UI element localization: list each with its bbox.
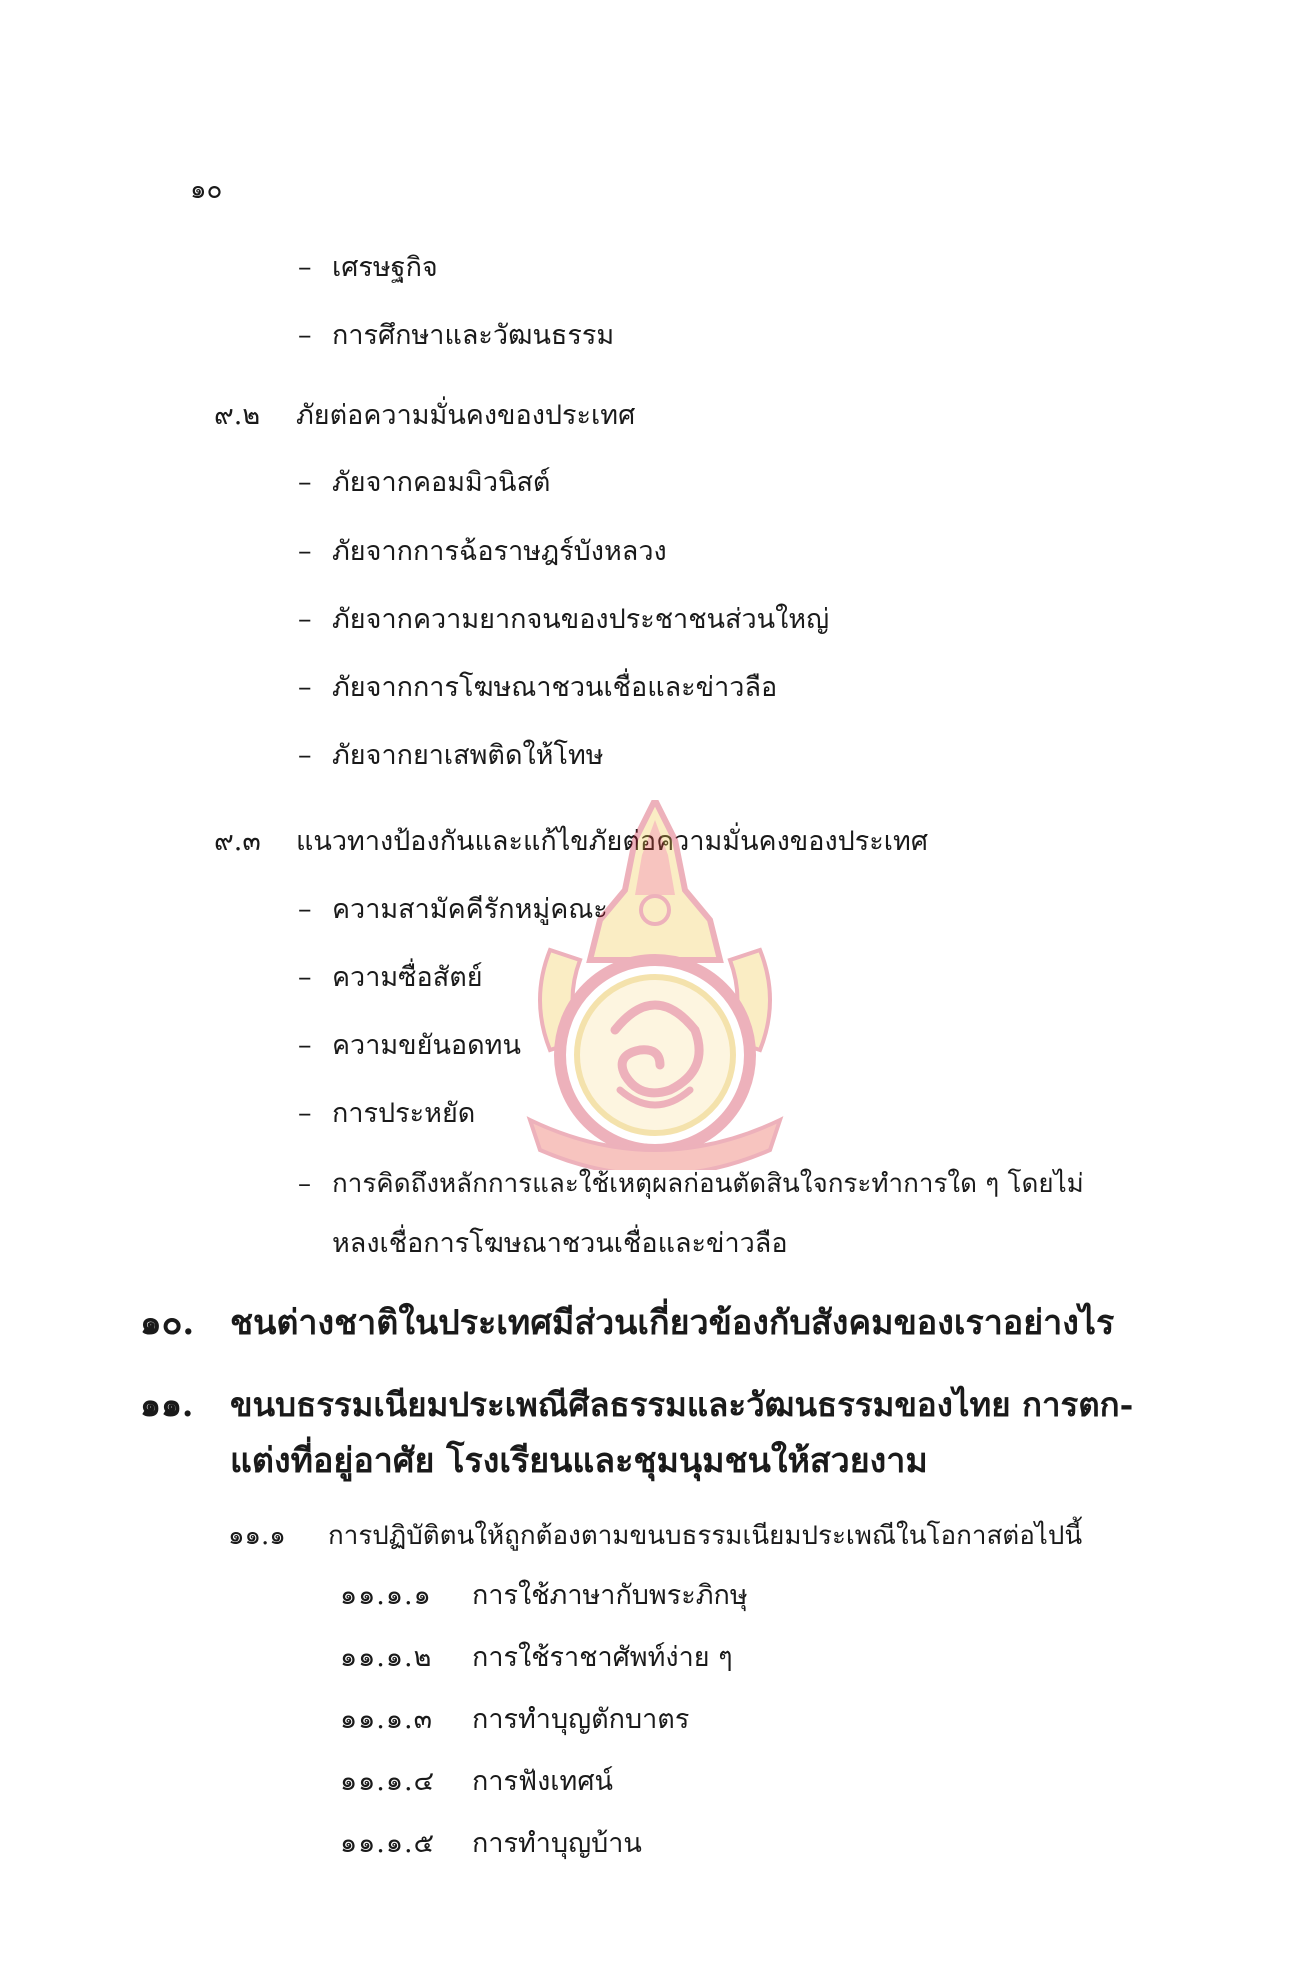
subsection-title: ภัยต่อความมั่นคงของประเทศ <box>296 400 636 431</box>
numbered-item <box>340 1578 748 1614</box>
section-title: ขนบธรรมเนียมประเพณีศีลธรรมและวัฒนธรรมของไทย การตก- <box>230 1385 1134 1424</box>
list-item-text: ความขยันอดทน <box>332 1030 521 1061</box>
section-heading <box>140 1382 1133 1428</box>
list-item-text: ความซื่อสัตย์ <box>332 962 483 993</box>
section-title: ชนต่างชาติในประเทศมีส่วนเกี่ยวข้องกับสังคมของเราอย่างไร <box>230 1303 1115 1343</box>
numbered-item <box>340 1702 689 1738</box>
bullet-dash: – <box>298 740 312 771</box>
list-item-text: การคิดถึงหลักการและใช้เหตุผลก่อนตัดสินใจกระทำการใด ๆ โดยไม่ <box>332 1169 1084 1199</box>
list-item-text: การศึกษาและวัฒนธรรม <box>332 320 615 351</box>
bullet-dash: – <box>298 536 312 567</box>
subsection-heading <box>214 398 635 434</box>
subsection-title: การปฏิบัติตนให้ถูกต้องตามขนบธรรมเนียมประเพณีในโอกาสต่อไปนี้ <box>328 1521 1083 1551</box>
item-number: ๑๑.๑.๔ <box>340 1766 436 1797</box>
item-number: ๑๑.๑.๑ <box>340 1580 432 1611</box>
subsection-heading <box>228 1518 1082 1554</box>
item-number: ๑๑.๑.๒ <box>340 1642 433 1673</box>
list-item-text: ภัยจากการโฆษณาชวนเชื่อและข่าวลือ <box>332 672 778 703</box>
list-item <box>298 1166 1084 1202</box>
list-item-text: ภัยจากการฉ้อราษฎร์บังหลวง <box>332 536 667 567</box>
bullet-dash: – <box>298 467 312 498</box>
item-number: ๑๑.๑.๓ <box>340 1704 434 1735</box>
bullet-dash: – <box>298 320 312 351</box>
list-item-text: ภัยจากยาเสพติดให้โทษ <box>332 740 604 771</box>
section-heading <box>140 1300 1114 1346</box>
list-item <box>298 1096 475 1132</box>
bullet-dash: – <box>298 604 312 635</box>
list-item <box>298 960 483 996</box>
list-item <box>298 670 777 706</box>
numbered-item <box>340 1764 613 1800</box>
item-text: การทำบุญบ้าน <box>472 1828 642 1859</box>
list-item-text: ภัยจากคอมมิวนิสต์ <box>332 467 551 498</box>
section-number: ๑๑. <box>140 1385 194 1424</box>
list-item <box>298 465 550 501</box>
bullet-dash: – <box>298 1030 312 1061</box>
numbered-item <box>340 1640 733 1676</box>
subsection-title: แนวทางป้องกันและแก้ไขภัยต่อความมั่นคงของประเทศ <box>296 826 928 857</box>
list-item <box>298 250 438 286</box>
institutional-emblem-watermark-icon <box>510 800 800 1170</box>
bullet-dash: – <box>298 1169 311 1199</box>
subsection-number: ๙.๓ <box>214 826 261 857</box>
list-item <box>298 602 829 638</box>
list-item <box>298 318 614 354</box>
list-item-text: การประหยัด <box>332 1098 476 1129</box>
item-text: การทำบุญตักบาตร <box>472 1704 690 1735</box>
page-number: ๑๐ <box>190 175 223 205</box>
list-item-continuation: หลงเชื่อการโฆษณาชวนเชื่อและข่าวลือ <box>332 1228 788 1259</box>
section-title-continuation: แต่งที่อยู่อาศัย โรงเรียนและชุมนุมชนให้สวยงาม <box>230 1441 928 1481</box>
subsection-number: ๙.๒ <box>214 400 261 431</box>
list-item-text: เศรษฐกิจ <box>332 252 438 283</box>
bullet-dash: – <box>298 894 312 925</box>
item-text: การใช้ราชาศัพท์ง่าย ๆ <box>472 1642 733 1673</box>
list-item <box>298 738 604 774</box>
numbered-item <box>340 1826 642 1862</box>
list-item-text: ความสามัคคีรักหมู่คณะ <box>332 894 608 925</box>
subsection-number: ๑๑.๑ <box>228 1521 286 1551</box>
list-item-text: ภัยจากความยากจนของประชาชนส่วนใหญ่ <box>332 604 830 635</box>
list-item <box>298 1028 521 1064</box>
bullet-dash: – <box>298 1098 312 1129</box>
item-number: ๑๑.๑.๕ <box>340 1828 436 1859</box>
section-number: ๑๐. <box>140 1303 195 1343</box>
item-text: การใช้ภาษากับพระภิกษุ <box>472 1580 748 1611</box>
bullet-dash: – <box>298 962 312 993</box>
bullet-dash: – <box>298 672 312 703</box>
bullet-dash: – <box>298 252 312 283</box>
item-text: การฟังเทศน์ <box>472 1766 613 1797</box>
list-item <box>298 534 667 570</box>
